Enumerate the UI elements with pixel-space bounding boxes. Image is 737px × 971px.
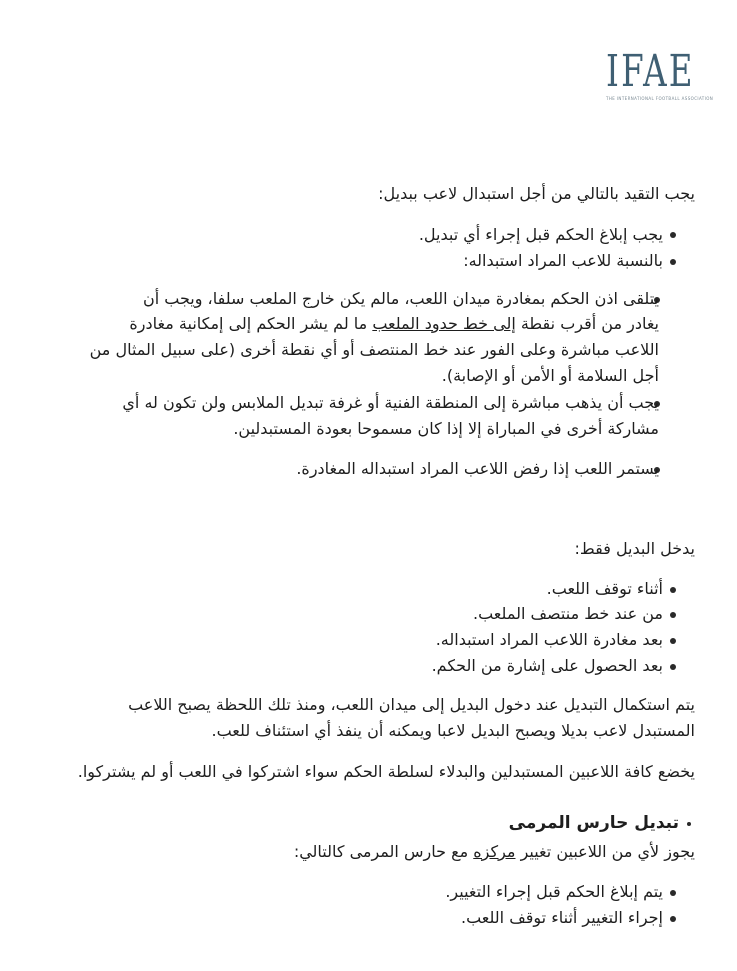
player-rule-1-line: يغادر من أقرب نقطة إلى خط حدود الملعب ما لم يشر الحكم إلى إمكانية مغادرة xyxy=(129,314,659,333)
underlined-phrase: مركزه xyxy=(473,842,516,861)
entry-condition: بعد مغادرة اللاعب المراد استبداله. xyxy=(435,630,663,649)
goalkeeper-condition: يتم إبلاغ الحكم قبل إجراء التغيير. xyxy=(445,882,663,901)
completion-line: يتم استكمال التبديل عند دخول البديل إلى ميدان اللعب، ومنذ تلك اللحظة يصبح اللاعب xyxy=(128,695,695,714)
entry-condition: بعد الحصول على إشارة من الحكم. xyxy=(431,656,663,675)
goalkeeper-intro: يجوز لأي من اللاعبين تغيير مركزه مع حارس المرمى كالتالي: xyxy=(293,842,695,861)
bullet xyxy=(670,916,676,922)
bullet xyxy=(670,664,676,670)
bullet xyxy=(670,638,676,644)
bullet xyxy=(670,587,676,593)
authority-paragraph: يخضع كافة اللاعبين المستبدلين والبدلاء لسلطة الحكم سواء اشتركوا في اللعب أو لم يشتركوا. xyxy=(77,762,695,781)
continue-rule: يستمر اللعب إذا رفض اللاعب المراد استبداله المغادرة. xyxy=(296,459,659,478)
requirement-item: بالنسبة للاعب المراد استبداله: xyxy=(463,251,663,270)
player-rule-2-line: مشاركة أخرى في المباراة إلا إذا كان مسموحا بعودة المستبدلين. xyxy=(233,419,659,438)
goalkeeper-heading: تبديل حارس المرمى xyxy=(508,813,679,833)
logo-wordmark: IFAE xyxy=(606,46,695,97)
bullet xyxy=(670,612,676,618)
goalkeeper-condition: إجراء التغيير أثناء توقف اللعب. xyxy=(460,908,663,927)
underlined-phrase: إلى خط حدود الملعب xyxy=(372,314,516,333)
bullet xyxy=(670,232,676,238)
substitution-intro: يجب التقيد بالتالي من أجل استبدال لاعب ببديل: xyxy=(378,184,695,203)
requirement-item: يجب إبلاغ الحكم قبل إجراء أي تبديل. xyxy=(418,225,663,244)
bullet xyxy=(670,259,676,265)
bullet xyxy=(670,890,676,896)
entry-intro: يدخل البديل فقط: xyxy=(574,539,695,558)
entry-condition: من عند خط منتصف الملعب. xyxy=(473,604,663,623)
player-rule-1-line: أجل السلامة أو الأمن أو الإصابة). xyxy=(441,366,659,385)
player-rule-2-line: يجب أن يذهب مباشرة إلى المنطقة الفنية أو غرفة تبديل الملابس ولن تكون له أي xyxy=(122,393,659,412)
player-rule-1-line: اللاعب مباشرة وعلى الفور عند خط المنتصف أو أي نقطة أخرى (على سبيل المثال من xyxy=(89,340,659,359)
bullet xyxy=(687,822,691,826)
entry-condition: أثناء توقف اللعب. xyxy=(546,579,663,598)
player-rule-1-line: يتلقى اذن الحكم بمغادرة ميدان اللعب، مالم يكن خارج الملعب سلفا، ويجب أن xyxy=(142,289,659,308)
completion-line: المستبدل لاعب بديلا ويصبح البديل لاعبا ويمكنه أن ينفذ أي استئناف للعب. xyxy=(211,721,695,740)
logo-tagline: THE INTERNATIONAL FOOTBALL ASSOCIATION xyxy=(606,96,714,101)
